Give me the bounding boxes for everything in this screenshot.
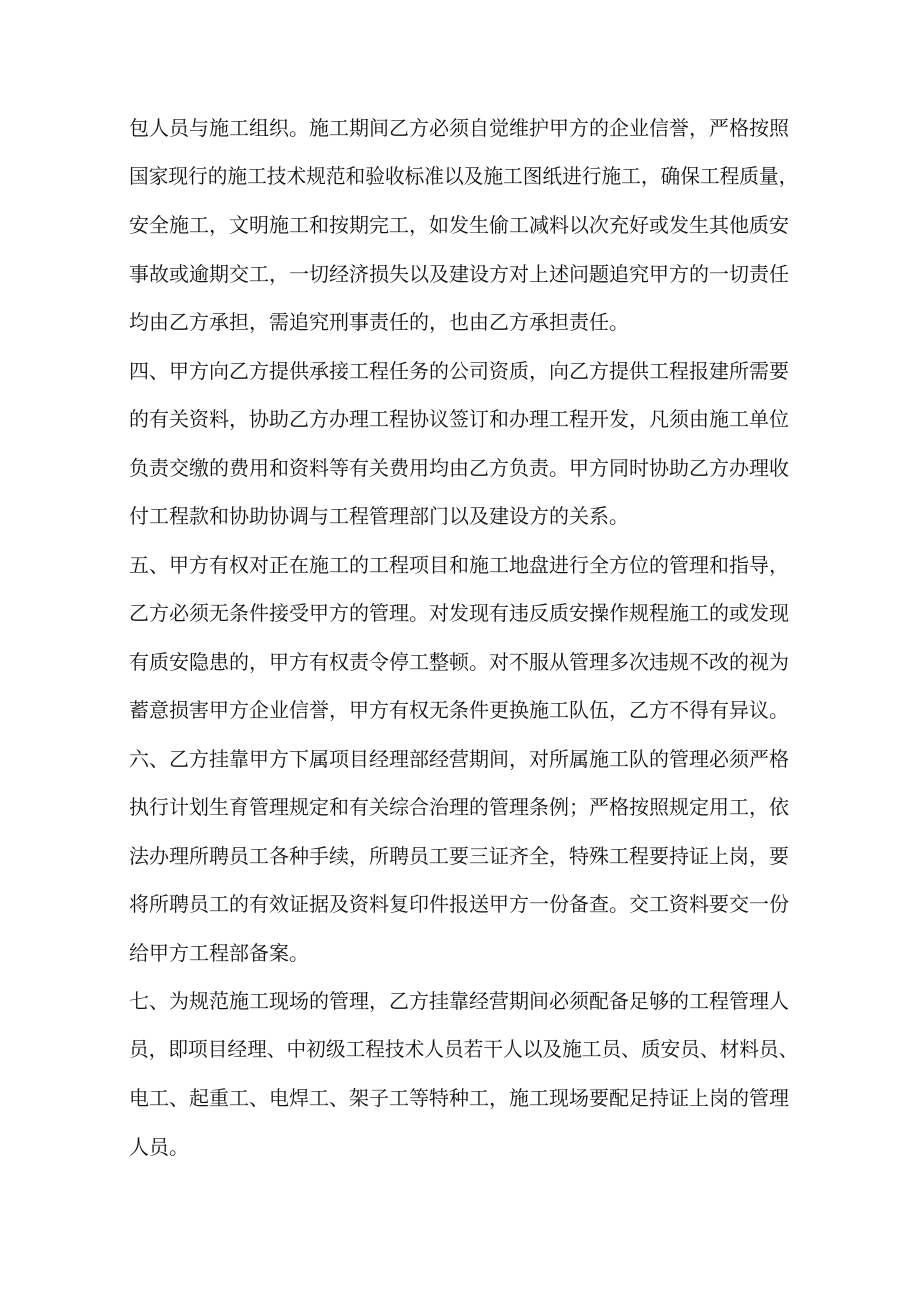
document-body [129,112,799,1179]
text-line: 包人员与施工组织。施工期间乙方必须自觉维护甲方的企业信誉，严格按照 [129,116,789,140]
text-line: 七、为规范施工现场的管理，乙方挂靠经营期间必须配备足够的工程管理人 [129,989,789,1013]
text-line: 员，即项目经理、中初级工程技术人员若干人以及施工员、质安员、材料员、 [129,1037,799,1061]
text-line: 有质安隐患的，甲方有权责令停工整顿。对不服从管理多次违规不改的视为 [129,649,789,674]
text-line: 法办理所聘员工各种手续，所聘员工要三证齐全，特殊工程要持证上岗，要 [129,843,789,868]
paragraph-clause-4 [129,355,799,549]
text-line: 均由乙方承担，需追究刑事责任的，也由乙方承担责任。 [129,310,629,334]
text-line: 四、甲方向乙方提供承接工程任务的公司资质，向乙方提供工程报建所需要 [129,358,789,383]
text-line: 六、乙方挂靠甲方下属项目经理部经营期间，对所属施工队的管理必须严格 [129,746,789,771]
text-line: 乙方必须无条件接受甲方的管理。对发现有违反质安操作规程施工的或发现 [129,601,789,625]
paragraph-continuation [129,112,799,355]
text-line: 安全施工，文明施工和按期完工，如发生偷工减料以次充好或发生其他质安 [129,213,789,237]
text-line: 事故或逾期交工，一切经济损失以及建设方对上述问题追究甲方的一切责任 [129,261,789,286]
paragraph-clause-5 [129,549,799,743]
text-line: 付工程款和协助协调与工程管理部门以及建设方的关系。 [129,504,629,528]
text-line: 五、甲方有权对正在施工的工程项目和施工地盘进行全方位的管理和指导， [129,552,789,577]
text-line: 将所聘员工的有效证据及资料复印件报送甲方一份备查。交工资料要交一份 [129,892,789,916]
text-line: 电工、起重工、电焊工、架子工等特种工，施工现场要配足持证上岗的管理 [129,1086,789,1110]
text-line: 负责交缴的费用和资料等有关费用均由乙方负责。甲方同时协助乙方办理收 [129,455,789,480]
text-line: 执行计划生育管理规定和有关综合治理的管理条例；严格按照规定用工，依 [129,795,789,819]
paragraph-clause-6 [129,743,799,986]
text-line: 的有关资料，协助乙方办理工程协议签订和办理工程开发，凡须由施工单位 [129,407,789,431]
text-line: 给甲方工程部备案。 [129,940,309,965]
text-line: 国家现行的施工技术规范和验收标准以及施工图纸进行施工，确保工程质量， [129,164,799,188]
paragraph-clause-7 [129,985,799,1179]
text-line: 人员。 [129,1134,189,1159]
text-line: 蓄意损害甲方企业信誉，甲方有权无条件更换施工队伍，乙方不得有异议。 [129,698,789,722]
